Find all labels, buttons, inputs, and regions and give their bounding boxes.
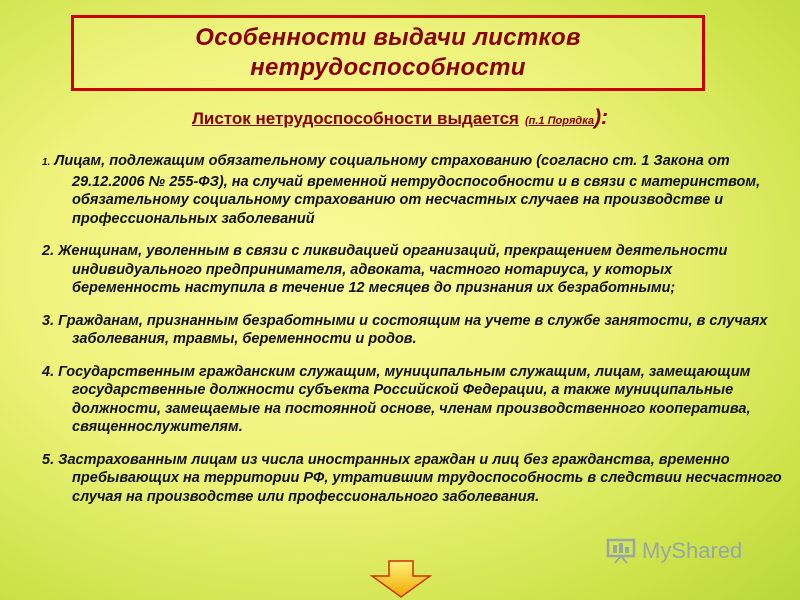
list-item-2: [42, 242, 782, 298]
watermark: [606, 538, 742, 564]
page-title-line-1: Особенности выдачи листков: [195, 24, 581, 51]
list-item-text: Лицам, подлежащим обязательному социальному страхованию (согласно ст. 1 Закона от 29.12.2006 № 255-ФЗ), на случай временной нетрудоспособности и в связи с материнством, обязательному социальному страхованию от несчастных случаев на производстве и профессиональных заболеваний: [50, 153, 761, 227]
watermark-text: MyShared: [642, 538, 743, 563]
list-item-number: 4.: [42, 363, 55, 380]
list-item-4: [42, 363, 782, 437]
section-heading-close: ):: [594, 106, 609, 129]
recipient-list: [42, 152, 782, 520]
list-item-text: Женщинам, уволенным в связи с ликвидацией организаций, прекращением деятельности индивидуального предпринимателя, адвоката, частного нотариуса, у которых беременность наступила в течение 12 месяцев до признания их безработными;: [54, 243, 728, 296]
list-item-1: [42, 152, 782, 228]
list-item-5: [42, 451, 782, 507]
section-heading: [0, 106, 800, 130]
presentation-board-icon: [606, 538, 636, 564]
list-item-number: 1.: [42, 157, 51, 168]
list-item-text: Гражданам, признанным безработными и состоящим на учете в службе занятости, в случаях заболевания, травмы, беременности и родов.: [54, 312, 768, 347]
page-title-line-2: нетрудоспособности: [250, 54, 526, 81]
list-item-3: [42, 312, 782, 349]
title-box: [71, 15, 705, 91]
section-heading-main: Листок нетрудоспособности выдается: [191, 109, 519, 128]
list-item-number: 5.: [42, 451, 55, 468]
list-item-number: 3.: [42, 312, 55, 329]
list-item-text: Застрахованным лицам из числа иностранных граждан и лиц без гражданства, временно пребывающих на территории РФ, утратившим трудоспособность в следствии несчастного случая на производстве или профессионального заболевания.: [54, 451, 782, 505]
list-item-text: Государственным гражданским служащим, муниципальным служащим, лицам, замещающим государственные должности субъекта Российской Федерации, а также муниципальные должности, замещаемые на постоянной основе, членам производственного кооператива, священнослужителям.: [54, 363, 751, 435]
section-heading-reference: (п.1 Порядка: [524, 115, 595, 127]
down-arrow-icon[interactable]: [370, 560, 432, 598]
list-item-number: 2.: [42, 243, 55, 259]
